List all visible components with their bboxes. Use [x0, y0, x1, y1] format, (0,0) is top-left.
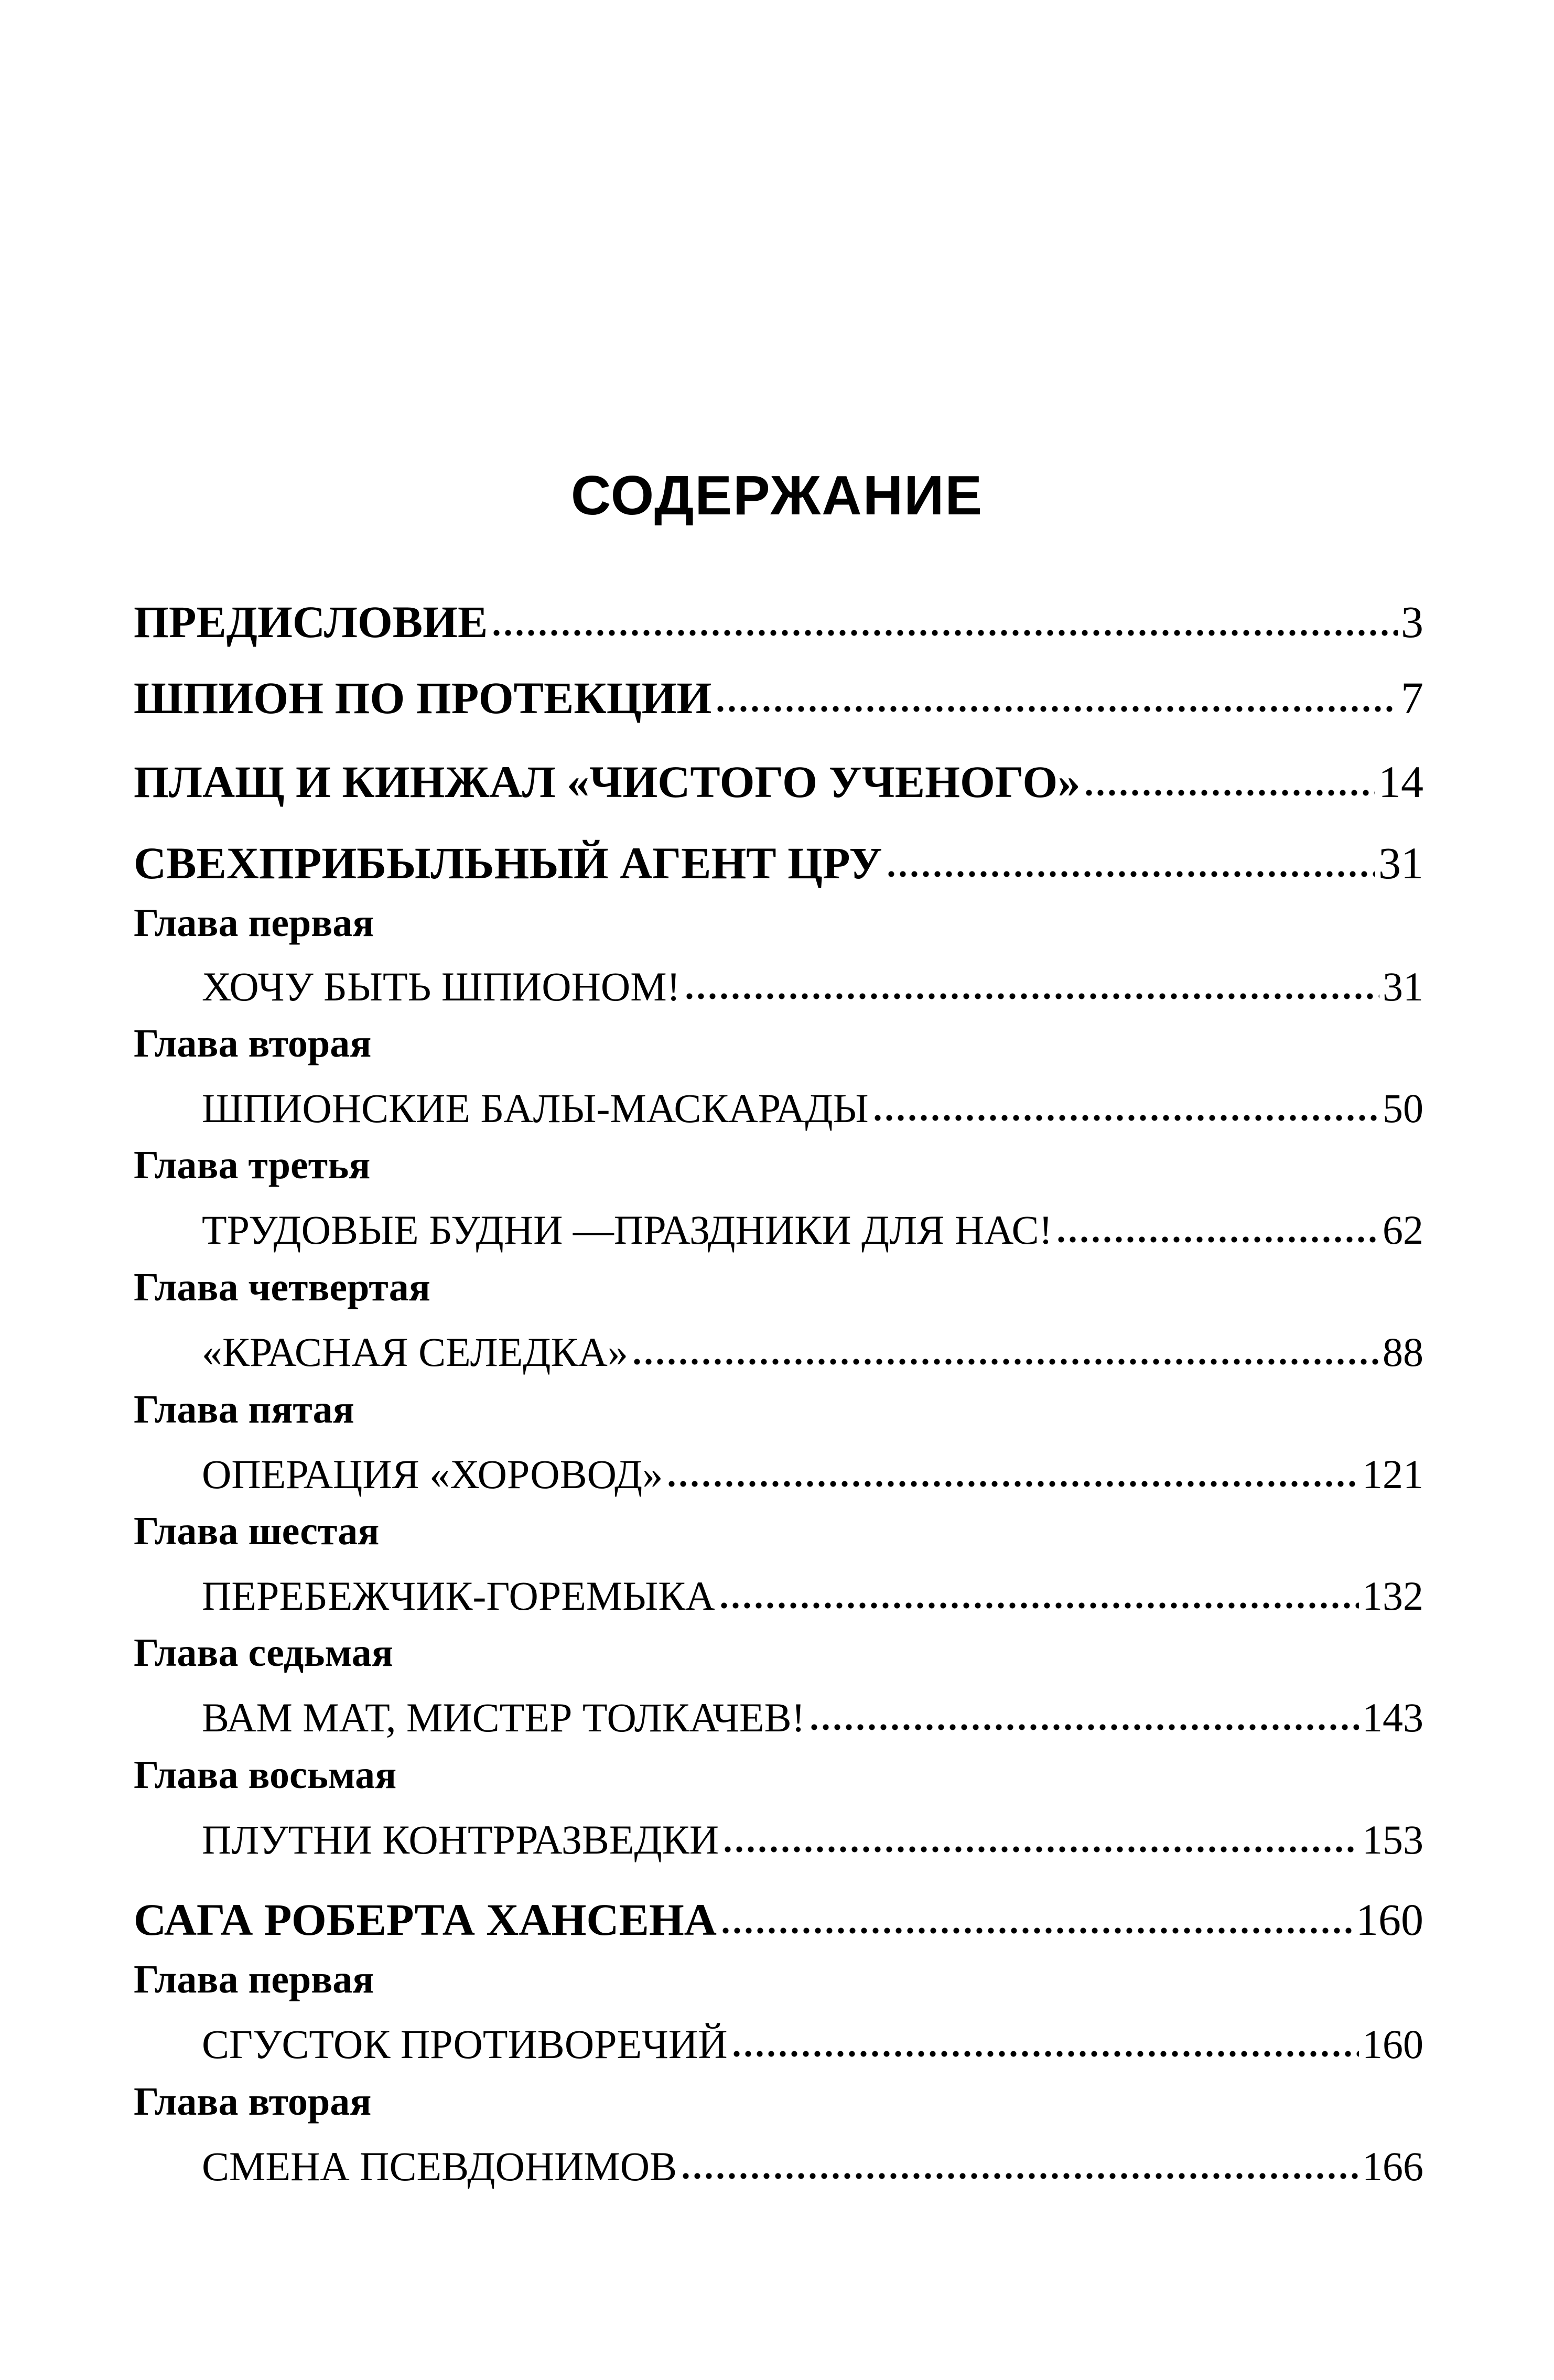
- toc-entry-title: ПЛУТНИ КОНТРРАЗВЕДКИ: [202, 1817, 719, 1862]
- toc-entry-page: 153: [1362, 1817, 1423, 1862]
- dot-leader: [1083, 745, 1375, 797]
- dot-leader: [666, 1436, 1359, 1488]
- chapter-label: Глава вторая: [134, 2080, 372, 2124]
- toc-entry-title: ВАМ МАТ, МИСТЕР ТОЛКАЧЕВ!: [202, 1695, 805, 1740]
- toc-entry-section: [134, 1882, 1423, 1945]
- dot-leader: [1055, 1191, 1379, 1244]
- toc-entry-title: ПЕРЕБЕЖЧИК-ГОРЕМЫКА: [202, 1573, 715, 1619]
- toc-entry-page: 160: [1356, 1894, 1423, 1945]
- dot-leader: [718, 1557, 1359, 1610]
- chapter-label: Глава восьмая: [134, 1753, 397, 1797]
- toc-entry-title: ОПЕРАЦИЯ «ХОРОВОД»: [202, 1451, 663, 1497]
- toc-entry-page: 62: [1383, 1207, 1423, 1253]
- toc-entry-page: 3: [1401, 597, 1423, 647]
- toc-entry-page: 50: [1383, 1085, 1423, 1131]
- chapter-label: Глава четвертая: [134, 1265, 430, 1309]
- toc-entry-page: 14: [1378, 757, 1423, 807]
- toc-entry-chapter: [202, 1557, 1423, 1619]
- toc-entry-chapter: [202, 948, 1423, 1009]
- dot-leader: [872, 1070, 1379, 1122]
- dot-leader: [715, 661, 1398, 713]
- toc-entry-section: [134, 826, 1423, 888]
- dot-leader: [722, 1801, 1359, 1854]
- toc-entry-page: 166: [1362, 2144, 1423, 2189]
- toc-entry-page: 88: [1383, 1329, 1423, 1375]
- toc-entry-chapter: [202, 1070, 1423, 1131]
- toc-entry-chapter: [202, 1801, 1423, 1862]
- chapter-label: Глава седьмая: [134, 1631, 393, 1675]
- dot-leader: [808, 1679, 1359, 1731]
- dot-leader: [731, 2006, 1359, 2058]
- toc-entry-title: ШПИОНСКИЕ БАЛЫ-МАСКАРАДЫ: [202, 1085, 869, 1131]
- toc-entry-title: «КРАСНАЯ СЕЛЕДКА»: [202, 1329, 628, 1375]
- toc-entry-chapter: [202, 2006, 1423, 2067]
- chapter-label: Глава шестая: [134, 1509, 380, 1553]
- toc-entry-title: ПЛАЩ И КИНЖАЛ «ЧИСТОГО УЧЕНОГО»: [134, 757, 1081, 807]
- toc-entry-section: [134, 661, 1423, 723]
- dot-leader: [491, 585, 1398, 637]
- toc-entry-page: 160: [1362, 2021, 1423, 2067]
- toc-entry-chapter: [202, 1191, 1423, 1253]
- chapter-label: Глава первая: [134, 1957, 374, 2001]
- dot-leader: [886, 826, 1375, 878]
- toc-entry-preface: [134, 585, 1423, 647]
- dot-leader: [684, 948, 1379, 1000]
- toc-entry-chapter: [202, 1436, 1423, 1497]
- dot-leader: [631, 1313, 1379, 1366]
- toc-entry-page: 7: [1401, 673, 1423, 723]
- dot-leader: [680, 2128, 1359, 2180]
- toc-heading: СОДЕРЖАНИЕ: [570, 465, 984, 526]
- toc-entry-page: 143: [1362, 1695, 1423, 1740]
- toc-entry-title: ТРУДОВЫЕ БУДНИ —ПРАЗДНИКИ ДЛЯ НАС!: [202, 1207, 1053, 1253]
- toc-entry-page: 121: [1362, 1451, 1423, 1497]
- toc-entry-section: [134, 745, 1423, 807]
- chapter-label: Глава первая: [134, 901, 374, 945]
- toc-entry-title: ХОЧУ БЫТЬ ШПИОНОМ!: [202, 964, 681, 1009]
- chapter-label: Глава третья: [134, 1143, 371, 1187]
- toc-entry-title: СВЕХПРИБЫЛЬНЫЙ АГЕНТ ЦРУ: [134, 838, 882, 888]
- chapter-label: Глава пятая: [134, 1387, 354, 1431]
- toc-entry-title: ПРЕДИСЛОВИЕ: [134, 597, 488, 647]
- toc-entry-page: 31: [1383, 964, 1423, 1009]
- toc-entry-title: ШПИОН ПО ПРОТЕКЦИИ: [134, 673, 712, 723]
- toc-entry-title: СМЕНА ПСЕВДОНИМОВ: [202, 2144, 677, 2189]
- chapter-label: Глава вторая: [134, 1021, 372, 1065]
- toc-entry-chapter: [202, 1679, 1423, 1740]
- toc-entry-chapter: [202, 2128, 1423, 2189]
- dot-leader: [720, 1882, 1353, 1935]
- toc-entry-page: 132: [1362, 1573, 1423, 1619]
- toc-entry-title: СГУСТОК ПРОТИВОРЕЧИЙ: [202, 2021, 728, 2067]
- toc-entry-title: САГА РОБЕРТА ХАНСЕНА: [134, 1894, 717, 1945]
- toc-entry-chapter: [202, 1313, 1423, 1375]
- toc-entry-page: 31: [1378, 838, 1423, 888]
